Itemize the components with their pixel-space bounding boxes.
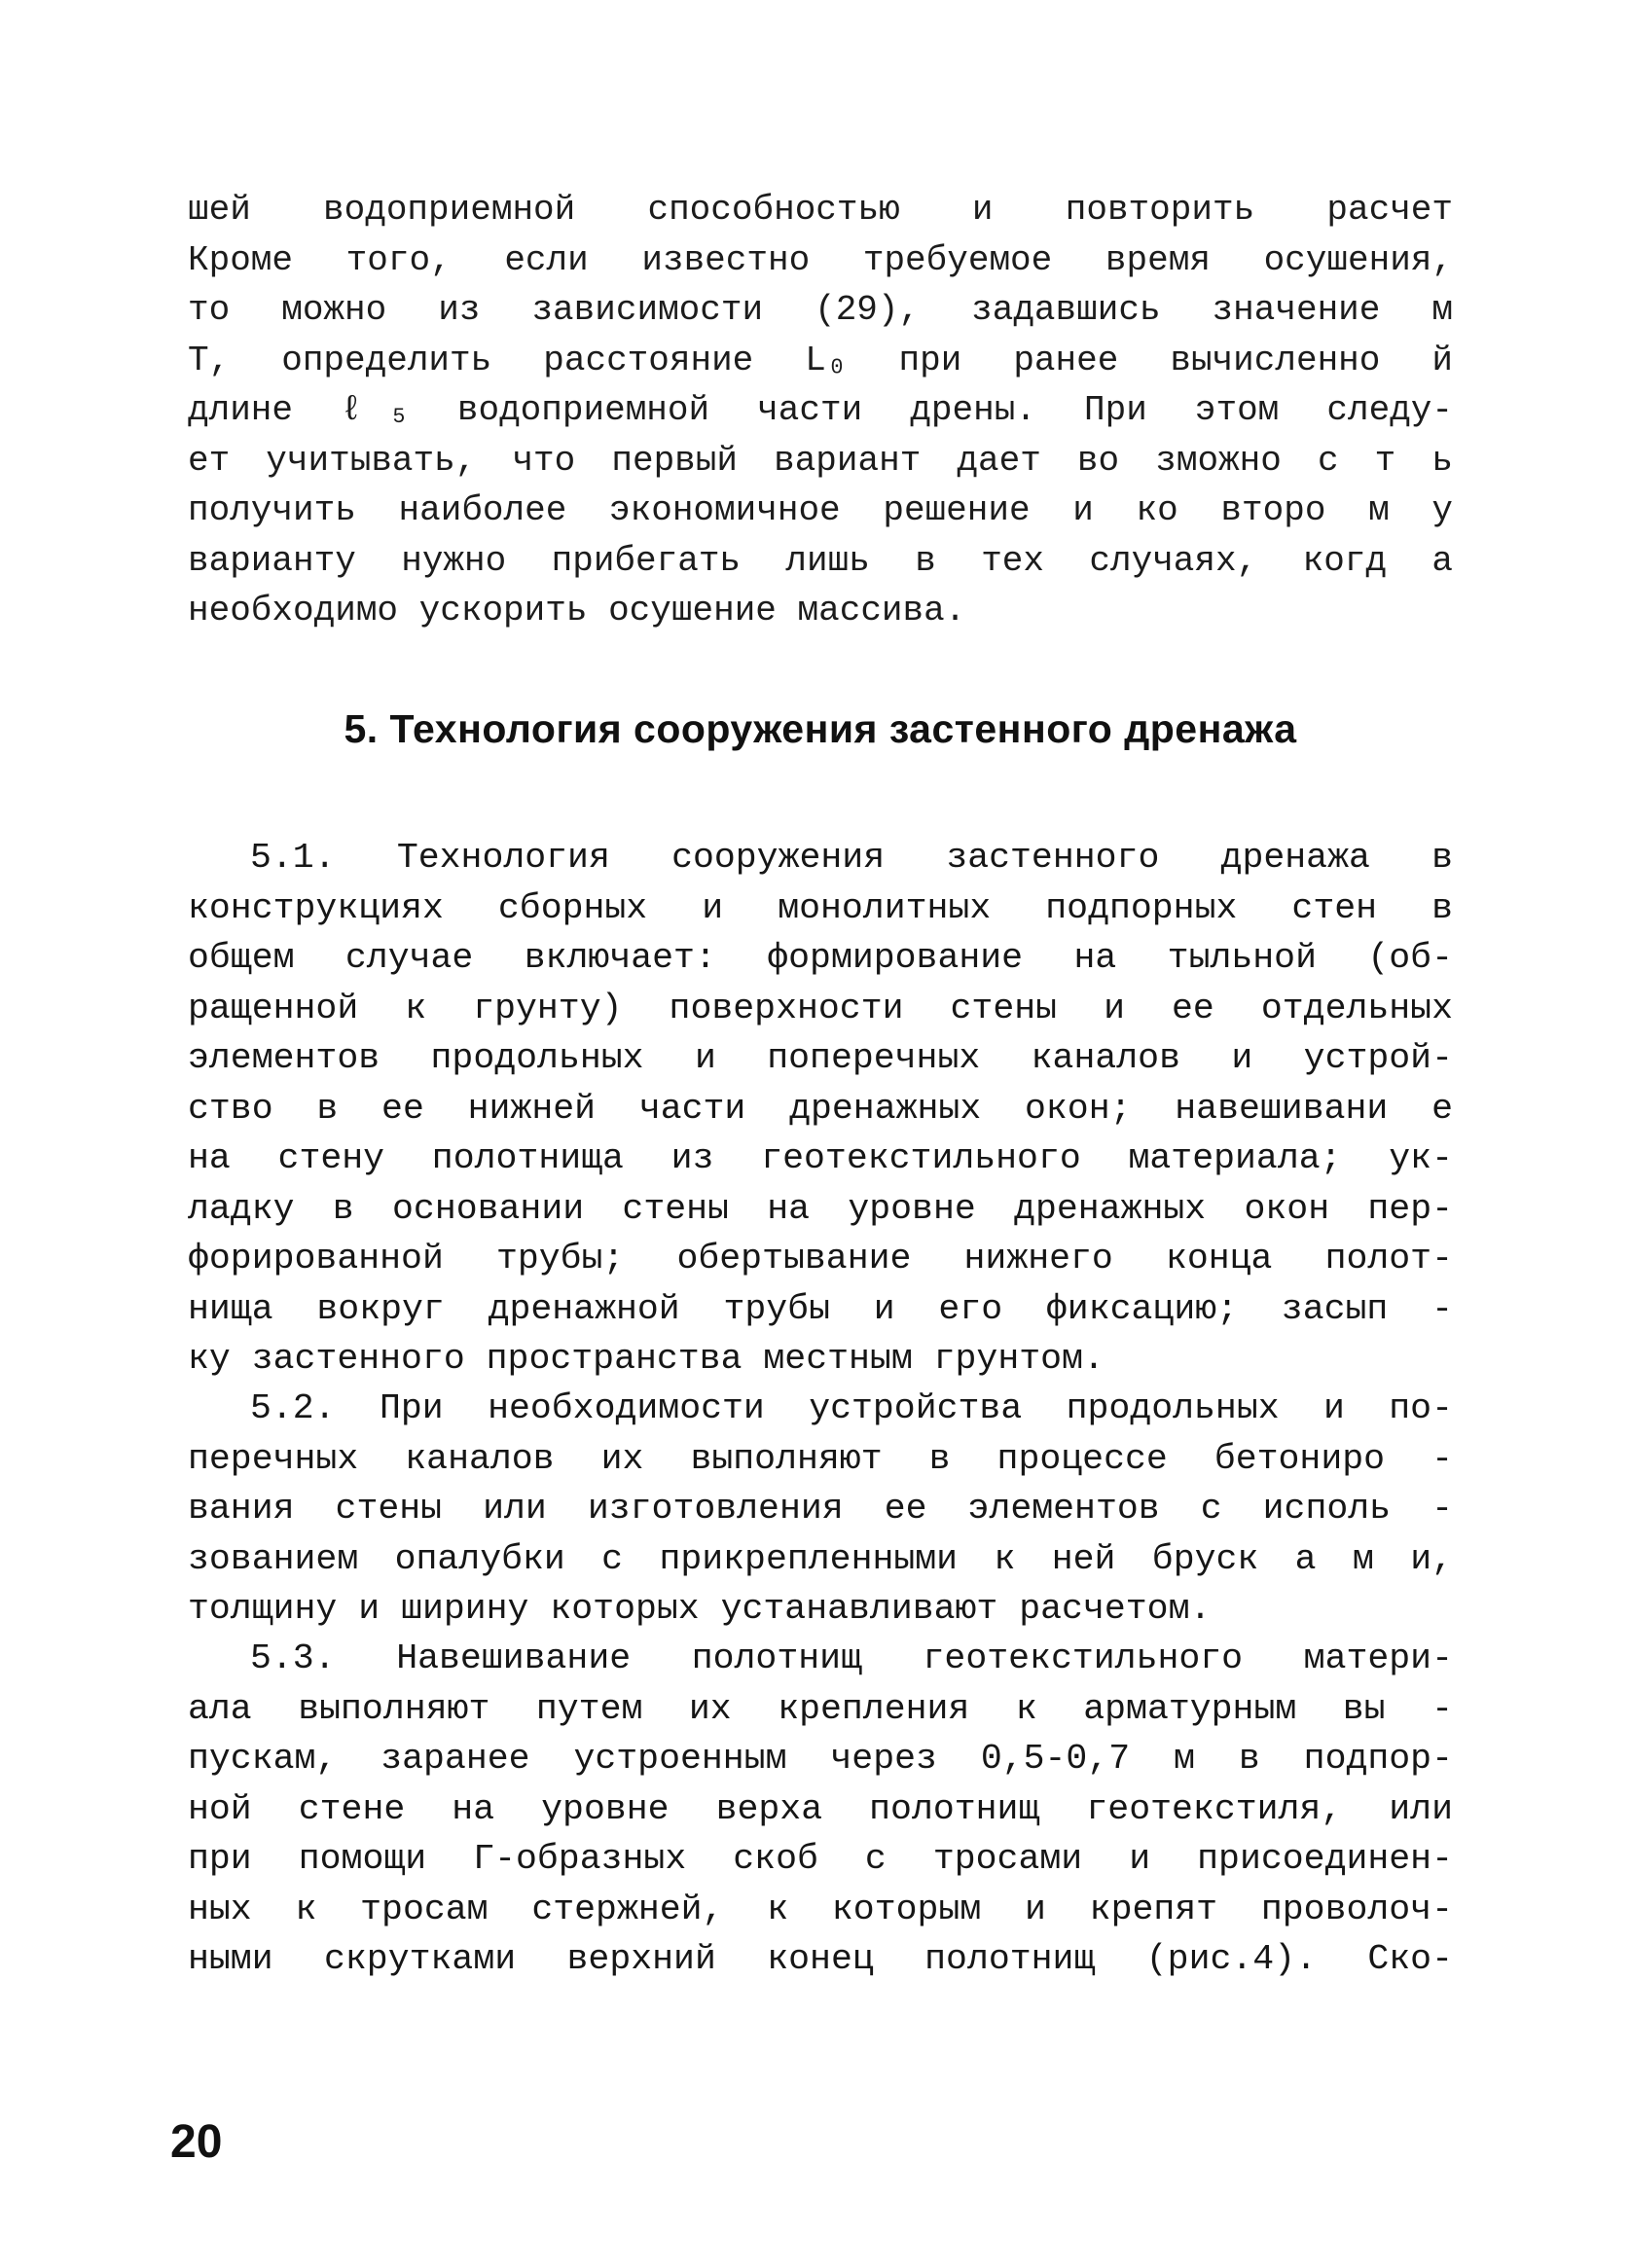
- text-line: ку застенного пространства местным грунтом.: [188, 1339, 1105, 1379]
- intro-paragraph: [188, 185, 1453, 636]
- text-line: конструкциях сборных и монолитных подпорных стен в: [188, 887, 1453, 928]
- paragraph-5-1: [188, 833, 1453, 1385]
- page-number: 20: [170, 2116, 223, 2168]
- text-line: Кроме того, если известно требуемое время осушения,: [188, 239, 1453, 280]
- text-line: на стену полотнища из геотекстильного материала; ук-: [188, 1138, 1453, 1178]
- text-line: пускам, заранее устроенным через 0,5-0,7 м в подпор-: [188, 1739, 1453, 1779]
- section-heading: 5. Технология сооружения застенного дренажа: [344, 706, 1297, 751]
- text-line: ной стене на уровне верха полотнищ геотекстиля, или: [188, 1788, 1453, 1829]
- text-line: толщину и ширину которых устанавливают расчетом.: [188, 1589, 1212, 1629]
- text-line: 5.1. Технология сооружения застенного дренажа в: [250, 838, 1453, 878]
- text-line: необходимо ускорить осушение массива.: [188, 591, 966, 630]
- text-line: длине ℓ₅ водоприемной части дрены. При этом следу-: [188, 390, 1453, 430]
- text-line: получить наиболее экономичное решение и ко второ м у: [188, 490, 1453, 530]
- text-line: нища вокруг дренажной трубы и его фиксацию; засып -: [188, 1288, 1453, 1329]
- text-line: ладку в основании стены на уровне дренажных окон пер-: [188, 1188, 1453, 1229]
- text-line: форированной трубы; обертывание нижнего конца полот-: [188, 1239, 1453, 1278]
- text-line: вания стены или изготовления ее элементов с исполь -: [188, 1489, 1453, 1529]
- text-line: перечных каналов их выполняют в процессе бетониро -: [188, 1438, 1453, 1479]
- text-line: зованием опалубки с прикрепленными к ней бруск а м и,: [188, 1538, 1453, 1579]
- text-line: варианту нужно прибегать лишь в тех случаях, когд а: [188, 540, 1453, 581]
- paragraph-5-2: [188, 1384, 1453, 1635]
- text-line: общем случае включает: формирование на тыльной (об-: [188, 938, 1453, 978]
- text-line: 5.3. Навешивание полотнищ геотекстильного матери-: [250, 1638, 1453, 1678]
- text-line: элементов продольных и поперечных каналов и устрой-: [188, 1038, 1453, 1078]
- text-line: то можно из зависимости (29), задавшись значение м: [188, 290, 1453, 330]
- paragraph-5-3: [188, 1634, 1453, 1985]
- text-line: ращенной к грунту) поверхности стены и ее отдельных: [188, 988, 1453, 1028]
- text-line: ала выполняют путем их крепления к арматурным вы -: [188, 1688, 1453, 1729]
- text-line: ными скрутками верхний конец полотнищ (рис.4). Ско-: [188, 1939, 1453, 1979]
- text-line: шей водоприемной способностью и повторить расчет: [188, 190, 1453, 230]
- text-line: ство в ее нижней части дренажных окон; навешивани е: [188, 1088, 1453, 1129]
- text-line: ных к тросам стержней, к которым и крепят проволоч-: [188, 1889, 1453, 1929]
- text-line: 5.2. При необходимости устройства продольных и по-: [250, 1388, 1453, 1428]
- text-line: при помощи Г-образных скоб с тросами и присоединен-: [188, 1839, 1453, 1879]
- text-line: ет учитывать, что первый вариант дает во зможно с т ь: [188, 440, 1453, 481]
- text-line: Т, определить расстояние L₀ при ранее вычисленно й: [188, 340, 1453, 380]
